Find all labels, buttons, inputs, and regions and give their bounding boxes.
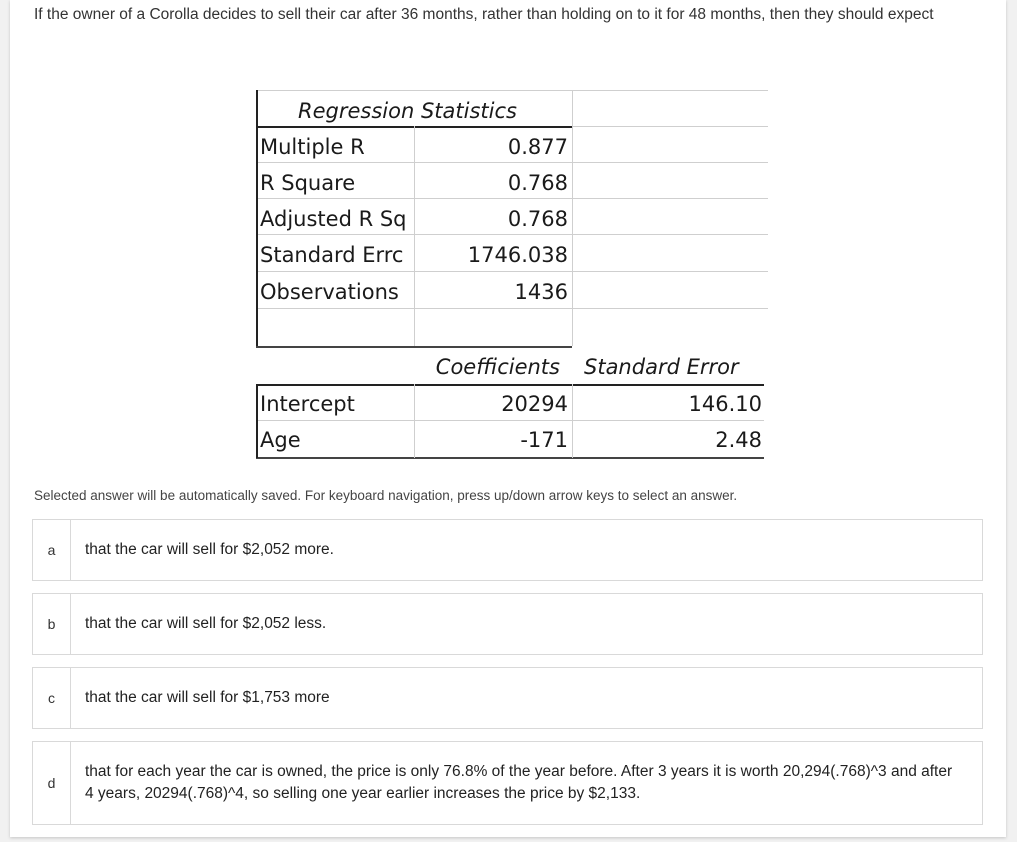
coef-row-label: Age [260,428,301,452]
stat-label: Adjusted R Sq [260,207,407,231]
option-text: that the car will sell for $1,753 more [85,689,330,706]
se-value: 2.48 [715,428,762,452]
se-value: 146.10 [688,392,762,416]
answer-option-d[interactable] [32,741,983,825]
regression-output-image [248,88,768,463]
coef-value: -171 [520,428,568,452]
auto-save-hint: Selected answer will be automatically saved. For keyboard navigation, press up/down arrow keys to select an answer. [34,488,738,503]
option-letter: d [33,742,71,824]
option-letter: b [33,594,71,654]
option-text: that the car will sell for $2,052 less. [85,615,327,632]
stat-value: 0.768 [507,171,568,195]
stat-value: 0.768 [507,207,568,231]
stat-value: 1746.038 [467,243,568,267]
question-text: If the owner of a Corolla decides to sell their car after 36 months, rather than holding on to it for 48 months, then they should expect [34,6,934,23]
standard-error-header: Standard Error [584,355,739,379]
option-letter: c [33,668,71,728]
option-text: that for each year the car is owned, the price is only 76.8% of the year before. After 3 years it is worth 20,294(.768)^3 and after 4 years, 20294(.768)^4, so selling one year earlier increases the price by $2,133. [85,763,953,802]
stat-label: Observations [260,280,399,304]
question-card [10,0,1006,837]
coefficients-header: Coefficients [435,355,560,379]
option-letter: a [33,520,71,580]
coef-value: 20294 [501,392,568,416]
answer-option-b[interactable] [32,593,983,655]
option-text: that the car will sell for $2,052 more. [85,541,334,558]
stat-value: 1436 [514,280,568,304]
stat-label: Standard Errc [260,243,404,267]
stat-value: 0.877 [507,135,568,159]
regression-stats-title: Regression Statistics [298,99,517,123]
stat-label: R Square [260,171,356,195]
answer-option-a[interactable] [32,519,983,581]
stat-label: Multiple R [260,135,365,159]
answer-option-c[interactable] [32,667,983,729]
coef-row-label: Intercept [260,392,355,416]
